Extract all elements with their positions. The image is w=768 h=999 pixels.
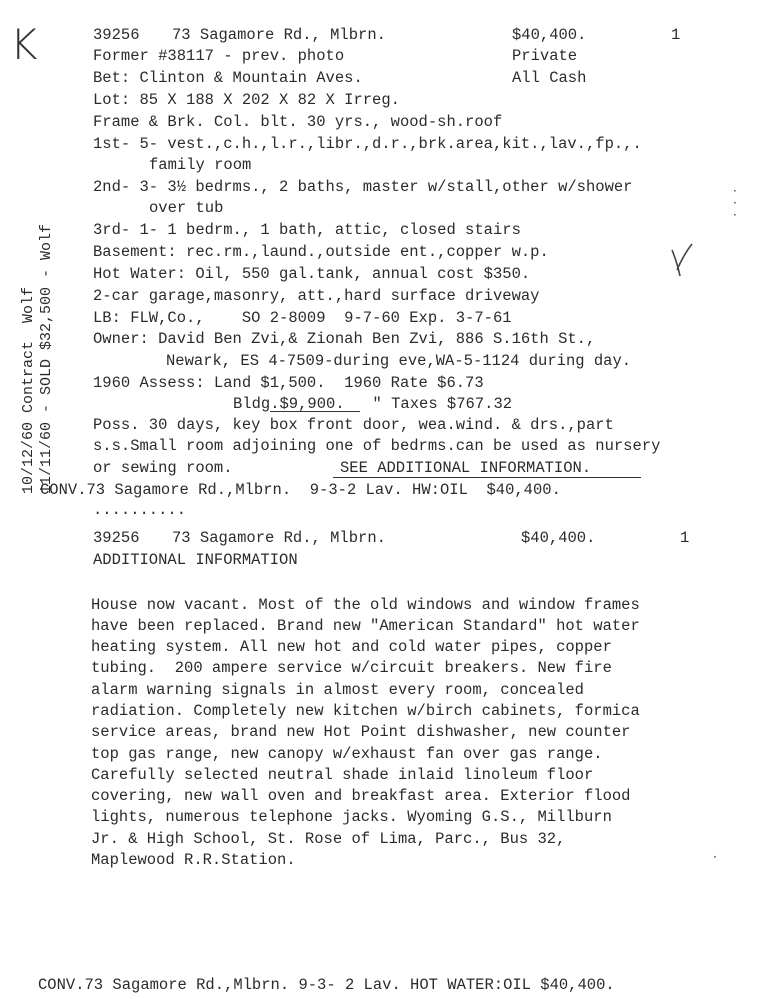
possession-cont: s.s.Small room adjoining one of bedrms.can be used as nursery xyxy=(93,437,661,455)
listing-number: 39256 xyxy=(93,26,140,44)
second-floor: 2nd- 3- 3½ bedrms., 2 baths, master w/stall,other w/shower xyxy=(93,178,633,196)
see-additional-underline xyxy=(333,477,641,478)
body-line: covering, new wall oven and breakfast area. Exterior flood xyxy=(91,787,631,805)
first-floor: 1st- 5- vest.,c.h.,l.r.,libr.,d.r.,brk.area,kit.,lav.,fp.,. xyxy=(93,135,642,153)
handwritten-k-mark: K xyxy=(10,20,38,69)
assessment-cont: Bldg.$9,900. " Taxes $767.32 xyxy=(233,395,513,413)
financing: Private xyxy=(512,47,578,65)
body-line: have been replaced. Brand new "American Standard" hot water xyxy=(91,617,640,635)
additional-info-heading: ADDITIONAL INFORMATION xyxy=(93,551,298,569)
body-line: Maplewood R.R.Station. xyxy=(91,851,296,869)
body-line: Carefully selected neutral shade inlaid linoleum floor xyxy=(91,766,594,784)
construction: Frame & Brk. Col. blt. 30 yrs., wood-sh.roof xyxy=(93,113,503,131)
body-line: lights, numerous telephone jacks. Wyoming G.S., Millburn xyxy=(91,808,612,826)
owner-cont: Newark, ES 4-7509-during eve,WA-5-1124 during day. xyxy=(166,352,632,370)
possession: Poss. 30 days, key box front door, wea.wind. & drs.,part xyxy=(93,416,614,434)
price: $40,400. xyxy=(512,26,587,44)
garage: 2-car garage,masonry, att.,hard surface driveway xyxy=(93,287,540,305)
lockbox: LB: FLW,Co., SO 2-8009 9-7-60 Exp. 3-7-61 xyxy=(93,309,512,327)
owner: Owner: David Ben Zvi,& Zionah Ben Zvi, 886 S.16th St., xyxy=(93,330,596,348)
conv-summary-line: CONV.73 Sagamore Rd.,Mlbrn. 9-3-2 Lav. HW:OIL $40,400. xyxy=(40,481,561,499)
margin-dot: · xyxy=(713,850,717,864)
body-line: top gas range, new canopy w/exhaust fan over gas range. xyxy=(91,745,603,763)
body-line: alarm warning signals in almost every room, concealed xyxy=(91,681,584,699)
former-listing: Former #38117 - prev. photo xyxy=(93,47,345,65)
side-note-sold: 11/11/60 - SOLD $32,500 - Wolf xyxy=(38,223,55,494)
see-additional-info: SEE ADDITIONAL INFORMATION. xyxy=(340,459,592,477)
cash-terms: All Cash xyxy=(512,69,587,87)
dotted-separator: .......... xyxy=(93,501,187,519)
price: $40,400. xyxy=(521,529,596,547)
body-line: radiation. Completely new kitchen w/birch cabinets, formica xyxy=(91,702,640,720)
body-line: House now vacant. Most of the old windows and window frames xyxy=(91,596,640,614)
basement: Basement: rec.rm.,laund.,outside ent.,copper w.p. xyxy=(93,243,549,261)
assessment: 1960 Assess: Land $1,500. 1960 Rate $6.73 xyxy=(93,374,484,392)
margin-dots: · · · xyxy=(733,184,737,222)
listing-count: 1 xyxy=(680,529,690,547)
body-line: Jr. & High School, St. Rose of Lima, Parc., Bus 32, xyxy=(91,830,566,848)
listing-number: 39256 xyxy=(93,529,140,547)
address: 73 Sagamore Rd., Mlbrn. xyxy=(172,26,386,44)
second-floor-cont: over tub xyxy=(149,199,224,217)
possession-cont-2: or sewing room. xyxy=(93,459,233,477)
address: 73 Sagamore Rd., Mlbrn. xyxy=(172,529,386,547)
side-note-contract: 10/12/60 Contract Wolf xyxy=(20,286,37,494)
cross-streets: Bet: Clinton & Mountain Aves. xyxy=(93,69,363,87)
body-line: service areas, brand new Hot Point dishwasher, new counter xyxy=(91,723,631,741)
body-line: heating system. All new hot and cold water pipes, copper xyxy=(91,638,612,656)
footer-conv-line: CONV.73 Sagamore Rd.,Mlbrn. 9-3- 2 Lav. HOT WATER:OIL $40,400. xyxy=(38,976,615,994)
bldg-underline xyxy=(270,411,360,412)
check-mark-icon xyxy=(668,240,698,280)
body-line: tubing. 200 ampere service w/circuit breakers. New fire xyxy=(91,659,612,677)
first-floor-cont: family room xyxy=(149,156,252,174)
third-floor: 3rd- 1- 1 bedrm., 1 bath, attic, closed stairs xyxy=(93,221,521,239)
listing-count: 1 xyxy=(671,26,681,44)
hot-water: Hot Water: Oil, 550 gal.tank, annual cost $350. xyxy=(93,265,531,283)
lot-size: Lot: 85 X 188 X 202 X 82 X Irreg. xyxy=(93,91,400,109)
